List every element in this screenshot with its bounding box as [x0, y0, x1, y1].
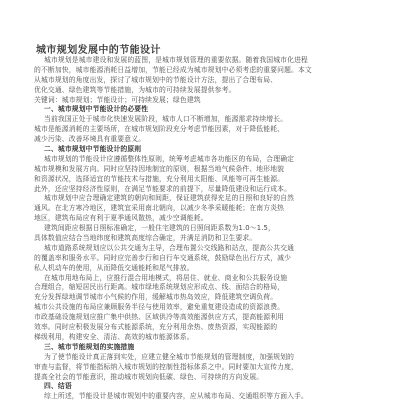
paragraph-line: 建筑间距应根据日照标准确定，一般住宅建筑的日照间距系数为1.0～1.5，: [44, 224, 275, 233]
paragraph-line: 此外，还应坚持经济性原则，在满足节能要求的前提下，尽量降低建设和运行成本。: [34, 184, 292, 193]
section-heading: 三、城市节能规划的实施措施: [44, 342, 135, 351]
paragraph-line: 的不断加快，城市能源消耗日益增加，节能已经成为城市规划中必须考虑的重要问题。本文: [34, 65, 312, 74]
document-title: 城市规划发展中的节能设计: [36, 45, 161, 56]
paragraph-line: 审查与监督，将节能指标纳入城市规划的控制性指标体系之中。同时要加大宣传力度，: [34, 362, 298, 371]
paragraph-line: 在城市用地布局上，应推行混合用地模式，将居住、就业、商业和公共服务设施: [44, 273, 288, 282]
paragraph-line: 梯级利用，构建安全、清洁、高效的城市能源体系。: [34, 332, 194, 341]
paragraph-line: 市政基础设施规划应推广集中供热、区域供冷等高效能源供应方式，提高能源利用: [34, 313, 285, 322]
paragraph-line: 城市规模和发展方向。同时应坚持因地制宜的原则，根据当地气候条件、地形地貌: [34, 164, 285, 173]
paragraph-line: 为了使节能设计真正落到实处，应建立健全城市节能规划的管理制度，加强规划的: [44, 352, 295, 361]
paragraph-line: 效率。同时应积极发展分布式能源系统，充分利用余热、废热资源，实现能源的: [34, 323, 278, 332]
paragraph-line: 和资源状况，选择适宜的节能技术与措施，充分利用太阳能、风能等可再生能源。: [34, 174, 285, 183]
paragraph-line: 充分发挥绿地调节城市小气候的作用，缓解城市热岛效应，降低建筑空调负荷。: [34, 293, 278, 302]
paragraph-line: 从城市规划的角度出发，探讨了城市规划中的节能设计方法，提出了合理布局、: [34, 75, 278, 84]
paragraph-line: 城市是能源消耗的主要场所，在城市规划阶段充分考虑节能因素，对于降低能耗、: [34, 125, 285, 134]
paragraph-line: 综上所述，节能设计是城市规划中的重要内容，应从城市布局、交通组织等方面入手。: [44, 392, 308, 401]
paragraph-line: 减少污染、改善环境具有重要意义。: [34, 135, 146, 144]
paragraph-line: 城市道路系统规划应以公共交通为主导，合理布置公交线路和站点，提高公共交通: [44, 243, 295, 252]
document-body: [34, 56, 370, 402]
paragraph-line: 城市规划的节能设计应遵循整体性原则，统筹考虑城市各功能区的布局，合理确定: [44, 154, 295, 163]
section-heading: 二、城市规划中节能设计的原则: [44, 145, 142, 154]
paragraph-line: 的覆盖率和服务水平。同时应完善步行和自行车交通系统，鼓励绿色出行方式，减少: [34, 253, 292, 262]
paragraph-line: 具体数值应结合当地纬度和建筑高度综合确定，并满足消防和卫生要求。: [34, 234, 257, 243]
paragraph-line: 城市公共设施的布局应兼顾服务半径与使用效率，避免重复建设造成的资源浪费。: [34, 303, 285, 312]
paragraph-line: 通风。在北方寒冷地区，建筑宜采用南北朝向，以减少冬季采暖能耗；在南方炎热: [34, 204, 285, 213]
section-heading: 四、结语: [44, 382, 72, 391]
paragraph-line: 合理组合，缩短居民出行距离。城市绿地系统规划应形成点、线、面结合的格局，: [34, 283, 285, 292]
paragraph-line: 优化交通、绿色建筑等节能措施，为城市的可持续发展提供参考。: [34, 85, 236, 94]
paragraph-line: 私人机动车的使用，从而降低交通能耗和尾气排放。: [34, 263, 194, 272]
paragraph-line: 提高全社会的节能意识，推动城市规划向低碳、绿色、可持续的方向发展。: [34, 372, 264, 381]
section-heading: 一、城市规划中节能设计的必要性: [44, 105, 149, 114]
paragraph-line: 城市规划中应合理确定建筑的朝向和间距，保证建筑获得充足的日照和良好的自然: [44, 194, 295, 203]
paragraph-line: 当前我国正处于城市化快速发展阶段，城市人口不断增加，能源需求持续增长。: [44, 115, 288, 124]
paragraph-line: 城市规划是城市建设和发展的蓝图，是城市规划管理的重要依据。随着我国城市化进程: [44, 56, 308, 64]
paragraph-line: 地区，建筑布局应有利于夏季通风散热，减少空调能耗。: [34, 214, 208, 223]
paragraph-line: 关键词：城市规划；节能设计；可持续发展；绿色建筑: [34, 95, 201, 104]
